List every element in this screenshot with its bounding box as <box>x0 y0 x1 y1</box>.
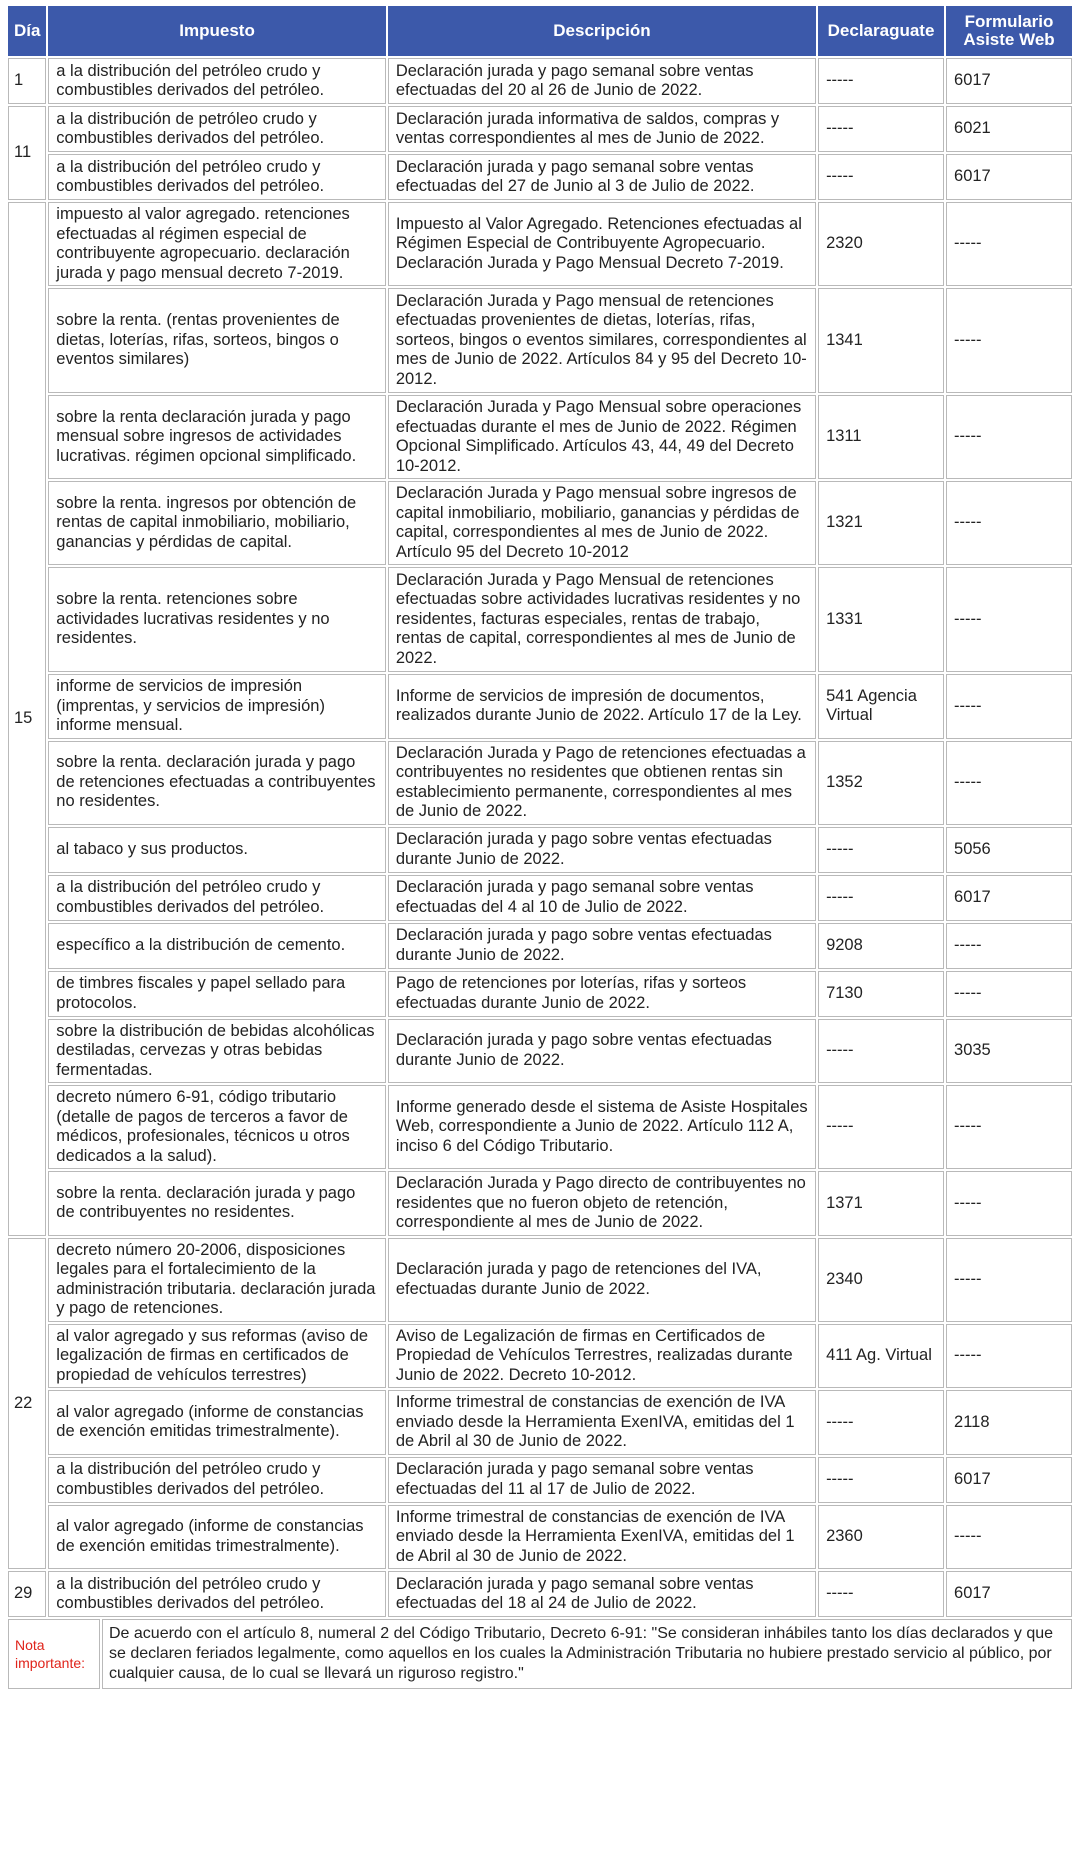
impuesto-cell: de timbres fiscales y papel sellado para protocolos. <box>48 971 386 1017</box>
declaraguate-cell: 1321 <box>818 481 944 565</box>
formulario-cell: ----- <box>946 971 1072 1017</box>
impuesto-cell: al valor agregado (informe de constancias de exención emitidas trimestralmente). <box>48 1505 386 1570</box>
declaraguate-cell: 2340 <box>818 1238 944 1322</box>
header-formulario: Formulario Asiste Web <box>946 6 1072 56</box>
formulario-cell: 2118 <box>946 1390 1072 1455</box>
descripcion-cell: Declaración Jurada y Pago Mensual sobre operaciones efectuadas durante el mes de Junio de 2022. Régimen Opcional Simplificado. Artículos 43, 44, 49 del Decreto 10-2012. <box>388 395 816 479</box>
formulario-cell: ----- <box>946 202 1072 286</box>
formulario-cell: ----- <box>946 567 1072 672</box>
descripcion-cell: Informe trimestral de constancias de exención de IVA enviado desde la Herramienta ExenIVA, emitidas del 1 de Abril al 30 de Junio de 2022. <box>388 1505 816 1570</box>
descripcion-cell: Declaración Jurada y Pago Mensual de retenciones efectuadas sobre actividades lucrativas residentes y no residentes, facturas especiales, rentas de trabajo, rentas de capital, correspondientes al mes de Junio de 2022. <box>388 567 816 672</box>
formulario-cell: 6017 <box>946 875 1072 921</box>
descripcion-cell: Declaración jurada y pago sobre ventas efectuadas durante Junio de 2022. <box>388 923 816 969</box>
declaraguate-cell: 1341 <box>818 288 944 393</box>
header-descripcion: Descripción <box>388 6 816 56</box>
impuesto-cell: decreto número 6-91, código tributario (detalle de pagos de terceros a favor de médicos, profesionales, técnicos u otros dedicados a la salud). <box>48 1085 386 1169</box>
impuesto-cell: al valor agregado (informe de constancias de exención emitidas trimestralmente). <box>48 1390 386 1455</box>
table-row <box>8 1457 1072 1503</box>
table-row <box>8 971 1072 1017</box>
table-row <box>8 288 1072 393</box>
table-row <box>8 567 1072 672</box>
table-row <box>8 741 1072 825</box>
impuesto-cell: específico a la distribución de cemento. <box>48 923 386 969</box>
impuesto-cell: a la distribución del petróleo crudo y combustibles derivados del petróleo. <box>48 154 386 200</box>
descripcion-cell: Declaración jurada y pago sobre ventas efectuadas durante Junio de 2022. <box>388 827 816 873</box>
formulario-cell: ----- <box>946 1324 1072 1389</box>
descripcion-cell: Declaración jurada y pago semanal sobre ventas efectuadas del 4 al 10 de Julio de 2022. <box>388 875 816 921</box>
impuesto-cell: a la distribución del petróleo crudo y combustibles derivados del petróleo. <box>48 1457 386 1503</box>
formulario-cell: ----- <box>946 395 1072 479</box>
impuesto-cell: a la distribución del petróleo crudo y combustibles derivados del petróleo. <box>48 1571 386 1617</box>
descripcion-cell: Declaración jurada informativa de saldos, compras y ventas correspondientes al mes de Junio de 2022. <box>388 106 816 152</box>
descripcion-cell: Declaración jurada y pago de retenciones del IVA, efectuadas durante Junio de 2022. <box>388 1238 816 1322</box>
descripcion-cell: Declaración Jurada y Pago mensual de retenciones efectuadas provenientes de dietas, loterías, rifas, sorteos, bingos o eventos similares, correspondientes al mes de Junio de 2022. Artículos 84 y 95 del Decreto 10-2012. <box>388 288 816 393</box>
table-row <box>8 154 1072 200</box>
tax-calendar-table <box>6 4 1074 1619</box>
table-row <box>8 674 1072 739</box>
descripcion-cell: Pago de retenciones por loterías, rifas y sorteos efectuadas durante Junio de 2022. <box>388 971 816 1017</box>
impuesto-cell: sobre la renta. declaración jurada y pago de retenciones efectuadas a contribuyentes no residentes. <box>48 741 386 825</box>
header-row <box>8 6 1072 56</box>
declaraguate-cell: 1352 <box>818 741 944 825</box>
declaraguate-cell: ----- <box>818 1571 944 1617</box>
declaraguate-cell: 1331 <box>818 567 944 672</box>
table-body <box>8 58 1072 1617</box>
declaraguate-cell: 2360 <box>818 1505 944 1570</box>
note-row <box>8 1619 1072 1689</box>
impuesto-cell: sobre la renta. declaración jurada y pago de contribuyentes no residentes. <box>48 1171 386 1236</box>
impuesto-cell: sobre la renta. ingresos por obtención de rentas de capital inmobiliario, mobiliario, ganancias y pérdidas de capital. <box>48 481 386 565</box>
descripcion-cell: Informe de servicios de impresión de documentos, realizados durante Junio de 2022. Artículo 17 de la Ley. <box>388 674 816 739</box>
table-row <box>8 202 1072 286</box>
formulario-cell: 3035 <box>946 1019 1072 1084</box>
impuesto-cell: sobre la renta. (rentas provenientes de dietas, loterías, rifas, sorteos, bingos o eventos similares) <box>48 288 386 393</box>
day-cell: 1 <box>8 58 46 104</box>
formulario-cell: 6021 <box>946 106 1072 152</box>
table-row <box>8 1390 1072 1455</box>
descripcion-cell: Declaración jurada y pago semanal sobre ventas efectuadas del 18 al 24 de Julio de 2022. <box>388 1571 816 1617</box>
declaraguate-cell: 1371 <box>818 1171 944 1236</box>
descripcion-cell: Informe trimestral de constancias de exención de IVA enviado desde la Herramienta ExenIVA, emitidas del 1 de Abril al 30 de Junio de 2022. <box>388 1390 816 1455</box>
table-row <box>8 827 1072 873</box>
table-row <box>8 58 1072 104</box>
declaraguate-cell: ----- <box>818 1085 944 1169</box>
header-impuesto: Impuesto <box>48 6 386 56</box>
formulario-cell: 6017 <box>946 1571 1072 1617</box>
declaraguate-cell: ----- <box>818 154 944 200</box>
impuesto-cell: informe de servicios de impresión (imprentas, y servicios de impresión) informe mensual. <box>48 674 386 739</box>
table-row <box>8 1505 1072 1570</box>
declaraguate-cell: ----- <box>818 1019 944 1084</box>
formulario-cell: ----- <box>946 1238 1072 1322</box>
impuesto-cell: impuesto al valor agregado. retenciones efectuadas al régimen especial de contribuyente agropecuario. declaración jurada y pago mensual decreto 7-2019. <box>48 202 386 286</box>
formulario-cell: ----- <box>946 288 1072 393</box>
header-dia: Día <box>8 6 46 56</box>
note-label: Nota importante: <box>8 1619 100 1689</box>
impuesto-cell: a la distribución del petróleo crudo y combustibles derivados del petróleo. <box>48 875 386 921</box>
formulario-cell: ----- <box>946 923 1072 969</box>
declaraguate-cell: 2320 <box>818 202 944 286</box>
descripcion-cell: Declaración jurada y pago semanal sobre ventas efectuadas del 27 de Junio al 3 de Julio de 2022. <box>388 154 816 200</box>
descripcion-cell: Informe generado desde el sistema de Asiste Hospitales Web, correspondiente a Junio de 2022. Artículo 112 A, inciso 6 del Código Tributario. <box>388 1085 816 1169</box>
table-row <box>8 923 1072 969</box>
table-row <box>8 1571 1072 1617</box>
formulario-cell: ----- <box>946 674 1072 739</box>
table-row <box>8 481 1072 565</box>
day-cell: 11 <box>8 106 46 200</box>
impuesto-cell: a la distribución del petróleo crudo y combustibles derivados del petróleo. <box>48 58 386 104</box>
day-cell: 22 <box>8 1238 46 1570</box>
formulario-cell: ----- <box>946 1505 1072 1570</box>
descripcion-cell: Declaración jurada y pago semanal sobre ventas efectuadas del 11 al 17 de Julio de 2022. <box>388 1457 816 1503</box>
declaraguate-cell: 411 Ag. Virtual <box>818 1324 944 1389</box>
header-declaraguate: Declaraguate <box>818 6 944 56</box>
declaraguate-cell: ----- <box>818 1457 944 1503</box>
declaraguate-cell: 1311 <box>818 395 944 479</box>
table-row <box>8 1238 1072 1322</box>
descripcion-cell: Aviso de Legalización de firmas en Certificados de Propiedad de Vehículos Terrestres, realizadas durante Junio de 2022. Decreto 10-2012. <box>388 1324 816 1389</box>
impuesto-cell: decreto número 20-2006, disposiciones legales para el fortalecimiento de la administración tributaria. declaración jurada y pago de retenciones. <box>48 1238 386 1322</box>
descripcion-cell: Impuesto al Valor Agregado. Retenciones efectuadas al Régimen Especial de Contribuyente Agropecuario. Declaración Jurada y Pago Mensual Decreto 7-2019. <box>388 202 816 286</box>
table-row <box>8 1019 1072 1084</box>
descripcion-cell: Declaración jurada y pago sobre ventas efectuadas durante Junio de 2022. <box>388 1019 816 1084</box>
formulario-cell: ----- <box>946 1171 1072 1236</box>
formulario-cell: 5056 <box>946 827 1072 873</box>
note-text: De acuerdo con el artículo 8, numeral 2 del Código Tributario, Decreto 6-91: "Se consideran inhábiles tanto los días declarados y que se declaren feriados legalmente, como aquellos en los cuales la Administración Tributaria no hubiere prestado servicio al público, por cualquier causa, de lo cual se llevará un riguroso registro." <box>102 1619 1072 1689</box>
impuesto-cell: a la distribución de petróleo crudo y combustibles derivados del petróleo. <box>48 106 386 152</box>
table-row <box>8 1085 1072 1169</box>
impuesto-cell: al tabaco y sus productos. <box>48 827 386 873</box>
descripcion-cell: Declaración Jurada y Pago de retenciones efectuadas a contribuyentes no residentes que obtienen rentas sin establecimiento permanente, correspondientes al mes de Junio de 2022. <box>388 741 816 825</box>
descripcion-cell: Declaración Jurada y Pago directo de contribuyentes no residentes que no fueron objeto de retención, correspondiente al mes de Junio de 2022. <box>388 1171 816 1236</box>
declaraguate-cell: ----- <box>818 875 944 921</box>
table-row <box>8 875 1072 921</box>
table-row <box>8 1171 1072 1236</box>
table-row <box>8 395 1072 479</box>
declaraguate-cell: ----- <box>818 827 944 873</box>
day-cell: 29 <box>8 1571 46 1617</box>
descripcion-cell: Declaración jurada y pago semanal sobre ventas efectuadas del 20 al 26 de Junio de 2022. <box>388 58 816 104</box>
note-table <box>6 1617 1074 1691</box>
impuesto-cell: al valor agregado y sus reformas (aviso de legalización de firmas en certificados de propiedad de vehículos terrestres) <box>48 1324 386 1389</box>
table-row <box>8 106 1072 152</box>
day-cell: 15 <box>8 202 46 1236</box>
declaraguate-cell: ----- <box>818 106 944 152</box>
impuesto-cell: sobre la renta. retenciones sobre actividades lucrativas residentes y no residentes. <box>48 567 386 672</box>
declaraguate-cell: ----- <box>818 58 944 104</box>
table-row <box>8 1324 1072 1389</box>
formulario-cell: ----- <box>946 1085 1072 1169</box>
formulario-cell: 6017 <box>946 1457 1072 1503</box>
descripcion-cell: Declaración Jurada y Pago mensual sobre ingresos de capital inmobiliario, mobiliario, ganancias y pérdidas de capital, correspondientes al mes de Junio de 2022. Artículo 95 del Decreto 10-2012 <box>388 481 816 565</box>
formulario-cell: ----- <box>946 741 1072 825</box>
declaraguate-cell: 9208 <box>818 923 944 969</box>
declaraguate-cell: ----- <box>818 1390 944 1455</box>
formulario-cell: 6017 <box>946 154 1072 200</box>
formulario-cell: ----- <box>946 481 1072 565</box>
declaraguate-cell: 541 Agencia Virtual <box>818 674 944 739</box>
impuesto-cell: sobre la renta declaración jurada y pago mensual sobre ingresos de actividades lucrativas. régimen opcional simplificado. <box>48 395 386 479</box>
impuesto-cell: sobre la distribución de bebidas alcohólicas destiladas, cervezas y otras bebidas fermentadas. <box>48 1019 386 1084</box>
formulario-cell: 6017 <box>946 58 1072 104</box>
declaraguate-cell: 7130 <box>818 971 944 1017</box>
